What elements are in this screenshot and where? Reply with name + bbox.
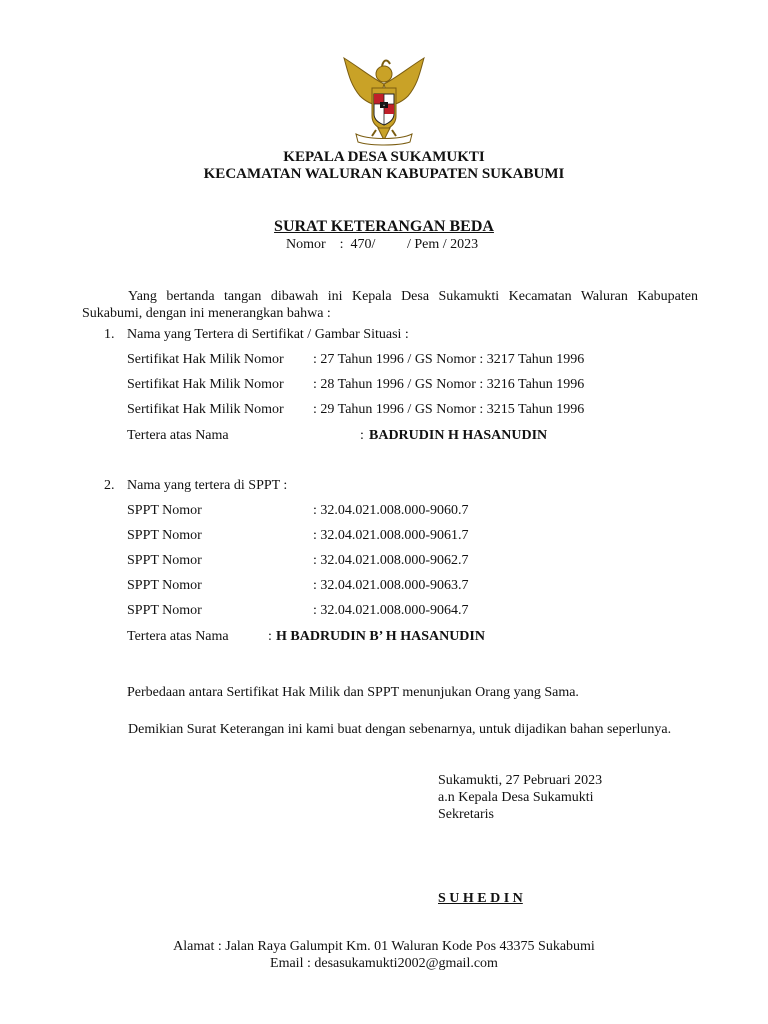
section-2-name-label: Tertera atas Nama xyxy=(127,629,229,644)
certificate-value: : 28 Tahun 1996 / GS Nomor : 3216 Tahun 1996 xyxy=(313,377,585,392)
section-1-name-label: Tertera atas Nama xyxy=(127,428,229,443)
sppt-value: : 32.04.021.008.000-9061.7 xyxy=(313,528,469,543)
header-line-1: KEPALA DESA SUKAMUKTI xyxy=(283,149,485,165)
sppt-label: SPPT Nomor xyxy=(127,578,202,593)
difference-statement: Perbedaan antara Sertifikat Hak Milik dan SPPT menunjukan Orang yang Sama. xyxy=(127,685,579,700)
intro-paragraph: Yang bertanda tangan dibawah ini Kepala Desa Sukamukti Kecamatan Waluran Kabupaten Sukabumi, dengan ini menerangkan bahwa : xyxy=(82,289,698,321)
signature-place-date: Sukamukti, 27 Pebruari 2023 xyxy=(438,773,603,788)
section-1-number: 1. xyxy=(104,327,115,342)
sppt-value: : 32.04.021.008.000-9064.7 xyxy=(313,603,469,618)
section-1-heading: Nama yang Tertera di Sertifikat / Gambar Situasi : xyxy=(127,327,409,342)
signature-on-behalf: a.n Kepala Desa Sukamukti xyxy=(438,790,594,805)
header-line-2: KECAMATAN WALURAN KABUPATEN SUKABUMI xyxy=(203,166,565,182)
section-2-name-value: H BADRUDIN B’ H HASANUDIN xyxy=(276,629,485,644)
garuda-emblem-icon xyxy=(338,54,430,148)
section-1-name-value: BADRUDIN H HASANUDIN xyxy=(369,428,548,443)
sppt-label: SPPT Nomor xyxy=(127,528,202,543)
section-2-name-colon: : xyxy=(268,629,272,644)
signature-role: Sekretaris xyxy=(438,807,494,822)
footer-address: Alamat : Jalan Raya Galumpit Km. 01 Waluran Kode Pos 43375 Sukabumi xyxy=(173,939,595,954)
section-2-number: 2. xyxy=(104,478,115,493)
certificate-label: Sertifikat Hak Milik Nomor xyxy=(127,352,284,367)
section-2-heading: Nama yang tertera di SPPT : xyxy=(127,478,288,493)
document-number: Nomor : 470/ / Pem / 2023 xyxy=(286,237,479,252)
certificate-value: : 29 Tahun 1996 / GS Nomor : 3215 Tahun 1996 xyxy=(313,402,585,417)
sppt-value: : 32.04.021.008.000-9063.7 xyxy=(313,578,469,593)
sppt-label: SPPT Nomor xyxy=(127,553,202,568)
document-title: SURAT KETERANGAN BEDA xyxy=(274,218,494,235)
certificate-label: Sertifikat Hak Milik Nomor xyxy=(127,377,284,392)
sppt-value: : 32.04.021.008.000-9060.7 xyxy=(313,503,469,518)
sppt-label: SPPT Nomor xyxy=(127,503,202,518)
signatory-name: S U H E D I N xyxy=(438,891,523,906)
sppt-value: : 32.04.021.008.000-9062.7 xyxy=(313,553,469,568)
certificate-value: : 27 Tahun 1996 / GS Nomor : 3217 Tahun 1996 xyxy=(313,352,585,367)
sppt-label: SPPT Nomor xyxy=(127,603,202,618)
closing-paragraph: Demikian Surat Keterangan ini kami buat dengan sebenarnya, untuk dijadikan bahan seperlunya. xyxy=(128,722,672,737)
section-1-name-colon: : xyxy=(360,428,364,443)
footer-email: Email : desasukamukti2002@gmail.com xyxy=(270,956,498,971)
certificate-label: Sertifikat Hak Milik Nomor xyxy=(127,402,284,417)
